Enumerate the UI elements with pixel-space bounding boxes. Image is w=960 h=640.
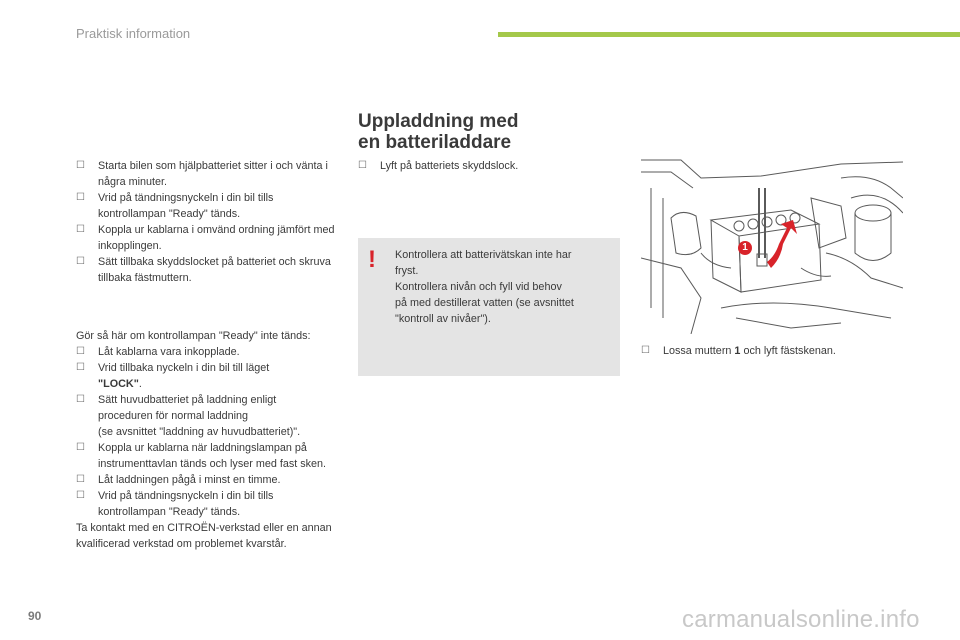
checkbox-bullet-icon: ☐ <box>76 490 85 501</box>
checkbox-bullet-icon: ☐ <box>76 474 85 485</box>
list-item: ☐ Starta bilen som hjälpbatteriet sitter i och vänta i några minuter. <box>76 160 328 188</box>
list-item: ☐ Sätt tillbaka skyddslocket på batteriet och skruva tillbaka fästmuttern. <box>76 256 331 284</box>
troubleshoot-intro: Gör så här om kontrollampan "Ready" inte tänds: <box>76 330 311 342</box>
header-section-title: Praktisk information <box>76 26 191 41</box>
battery-illustration-svg <box>641 158 903 334</box>
callout-number: 1 <box>742 242 748 253</box>
list-item: ☐ Vrid på tändningsnyckeln i din bil tills kontrollampan "Ready" tänds. <box>76 192 274 220</box>
list-item: ☐ Lossa muttern 1 och lyft fästskenan. <box>641 345 836 357</box>
checkbox-bullet-icon: ☐ <box>76 192 85 203</box>
checkbox-bullet-icon: ☐ <box>76 346 85 357</box>
page-number: 90 <box>28 609 42 623</box>
checkbox-bullet-icon: ☐ <box>76 256 85 267</box>
section-heading: Uppladdning med en batteriladdare <box>358 111 519 153</box>
list-item: ☐ Koppla ur kablarna när laddningslampan på instrumenttavlan tänds och lyser med fast sken. <box>76 442 327 470</box>
list-item: ☐ Koppla ur kablarna i omvänd ordning jämfört med inkopplingen. <box>76 224 335 252</box>
list-item: ☐ Lyft på batteriets skyddslock. <box>358 160 519 172</box>
warning-exclamation-icon: ! <box>368 246 376 273</box>
nut-number: 1 <box>734 345 741 357</box>
list-item: ☐ Vrid på tändningsnyckeln i din bil tills kontrollampan "Ready" tänds. <box>76 490 274 518</box>
list-item: ☐ Sätt huvudbatteriet på laddning enligt proceduren för normal laddning (se avsnittet "laddning av huvudbatteriet)". <box>76 394 301 438</box>
checkbox-bullet-icon: ☐ <box>358 160 367 171</box>
warning-note-text: Kontrollera att batterivätskan inte har fryst. Kontrollera nivån och fyll vid behov på med destillerat vatten (se avsnittet "kontroll av nivåer"). <box>395 249 574 325</box>
checkbox-bullet-icon: ☐ <box>76 442 85 453</box>
list-item: ☐ Vrid tillbaka nyckeln i din bil till läget "LOCK". <box>76 362 270 390</box>
lock-keyword: "LOCK" <box>98 378 139 390</box>
lift-arrow-icon <box>767 220 797 268</box>
list-item: ☐ Låt laddningen pågå i minst en timme. <box>76 474 281 486</box>
checkbox-bullet-icon: ☐ <box>76 362 85 373</box>
battery-illustration <box>641 158 903 334</box>
steps-top-list <box>76 158 338 286</box>
list-item: ☐ Låt kablarna vara inkopplade. <box>76 346 240 358</box>
checkbox-bullet-icon: ☐ <box>76 394 85 405</box>
troubleshoot-outro: Ta kontakt med en CITROËN-verkstad eller en annan kvalificerad verkstad om problemet kvarstår. <box>76 522 332 550</box>
troubleshoot-block <box>76 328 338 552</box>
nut-step-list <box>641 343 901 359</box>
warning-note-box <box>358 238 620 376</box>
header-accent-bar <box>498 32 960 37</box>
checkbox-bullet-icon: ☐ <box>641 345 650 356</box>
charger-step-list <box>358 158 618 174</box>
checkbox-bullet-icon: ☐ <box>76 224 85 235</box>
checkbox-bullet-icon: ☐ <box>76 160 85 171</box>
watermark-text: carmanualsonline.info <box>682 606 920 633</box>
